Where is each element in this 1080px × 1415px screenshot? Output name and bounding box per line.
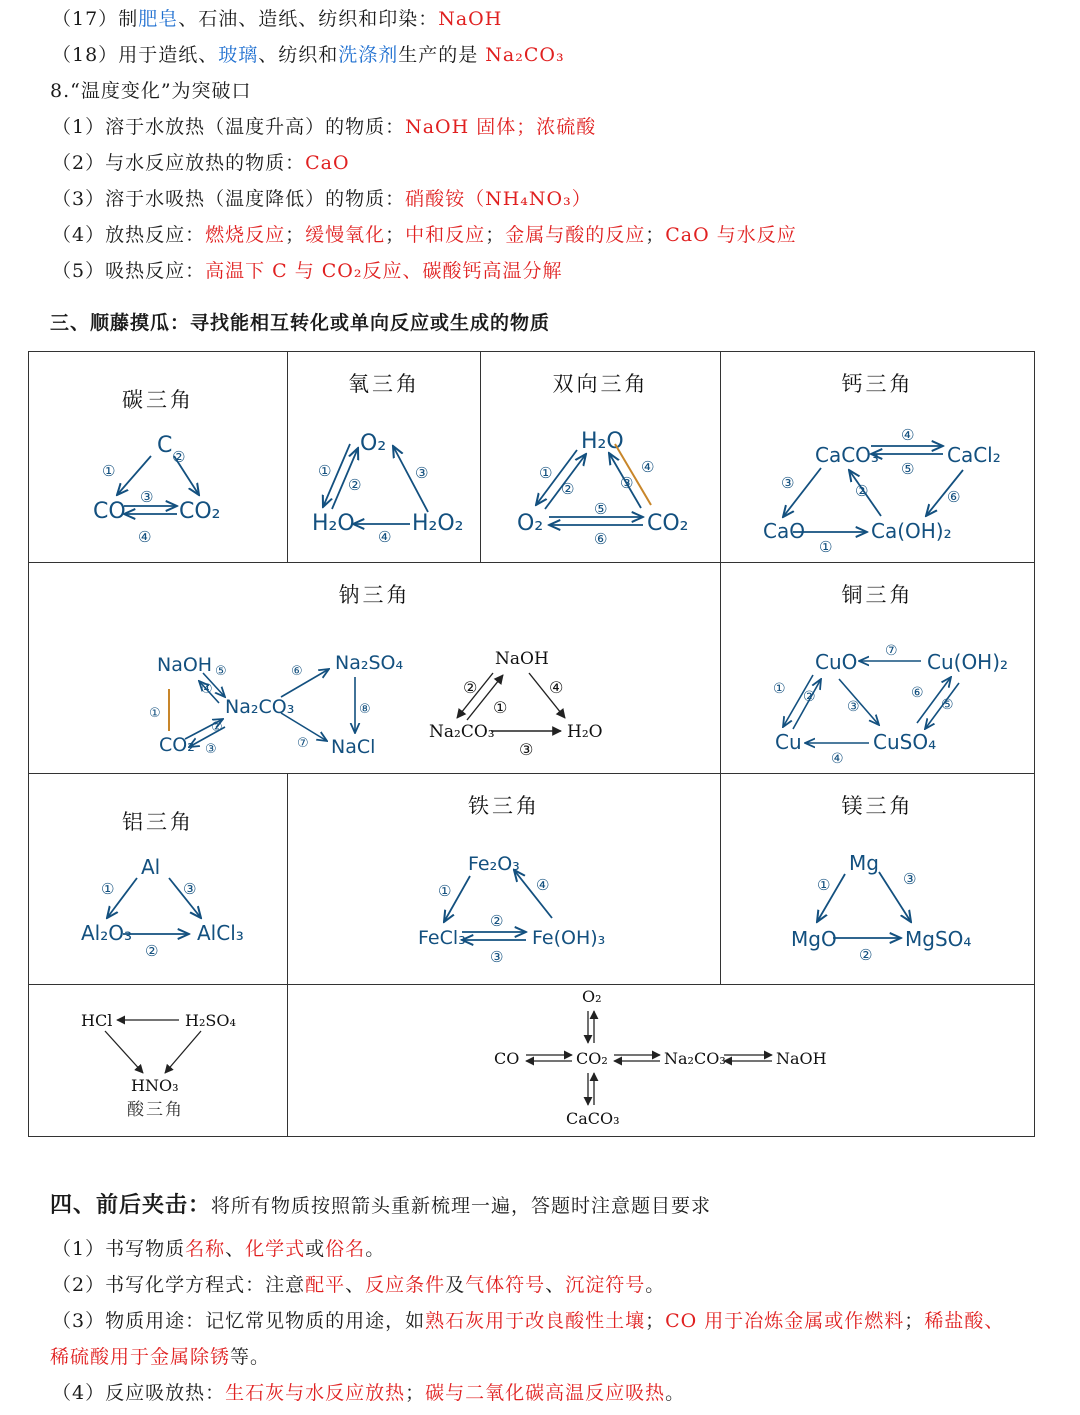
bidirectional-triangle-title: 双向三角 (552, 372, 649, 396)
text-segment: 用于造纸、 (118, 44, 219, 66)
aluminum-node-alcl3: AlCl₃ (197, 921, 244, 945)
section4-line-3-cont (50, 1343, 270, 1371)
item-number: （5） (52, 260, 106, 282)
text-segment: NaOH 固体；浓硫酸 (405, 116, 597, 138)
text-segment: ； (645, 224, 666, 246)
aluminum-step-2: ② (145, 942, 159, 960)
section4-line-3 (52, 1307, 1004, 1335)
text-segment: 化学式 (245, 1238, 306, 1260)
section8-line-1 (52, 113, 596, 141)
bidirectional-triangle-diagram (481, 352, 721, 563)
chain-node-naoh: NaOH (776, 1049, 827, 1068)
bidir-step-6: ⑥ (594, 530, 608, 548)
text-segment: 生石灰与水反应放热 (225, 1382, 406, 1404)
copper-step-1: ① (773, 681, 786, 697)
calcium-step-3: ③ (781, 474, 795, 492)
item-number: （3） (52, 188, 106, 210)
copper-step-5: ⑤ (941, 697, 954, 713)
text-segment: CO 用于冶炼金属或作燃料 (665, 1310, 905, 1332)
sodium-step-8: ⑧ (359, 702, 371, 717)
text-segment: 碳与二氧化碳高温反应吸热 (425, 1382, 666, 1404)
text-segment: 溶于水放热（温度升高）的物质： (105, 116, 406, 138)
magnesium-step-1: ① (817, 876, 831, 894)
aluminum-step-1: ① (101, 880, 115, 898)
calcium-node-caoh2: Ca(OH)₂ (871, 519, 952, 543)
acid-node-hno3: HNO₃ (131, 1076, 179, 1095)
carbon-step-1: ① (102, 462, 116, 480)
copper-node-cuso4: CuSO₄ (873, 730, 937, 754)
acid-triangle-cell (29, 985, 288, 1137)
chain-node-co2: CO₂ (576, 1049, 608, 1068)
text-segment: 等。 (230, 1346, 271, 1368)
text-segment: 吸热反应： (105, 260, 206, 282)
calcium-step-6: ⑥ (947, 488, 961, 506)
text-segment: 洗涤剂 (338, 44, 399, 66)
carbon-node-co: CO (93, 499, 126, 524)
sodium-node-na2so4: Na₂SO₄ (335, 652, 404, 674)
aluminum-triangle-title: 铝三角 (122, 810, 194, 834)
text-segment: 、纺织和 (258, 44, 339, 66)
copper-step-3: ③ (847, 699, 860, 715)
text-segment: 缓慢氧化 (305, 224, 386, 246)
oxygen-step-2: ② (348, 476, 362, 494)
sodium-triangle-diagram (29, 563, 721, 774)
text-segment: 及 (445, 1274, 466, 1296)
text-segment: 放热反应： (105, 224, 206, 246)
text-segment: ； (405, 1382, 426, 1404)
text-segment: 名称 (185, 1238, 226, 1260)
copper-step-6: ⑥ (911, 685, 924, 701)
item-number: （18） (52, 44, 119, 66)
magnesium-node-mg: Mg (849, 851, 879, 875)
text-segment: 溶于水吸热（温度降低）的物质： (105, 188, 406, 210)
calcium-step-2: ② (855, 482, 869, 500)
bidir-node-co2: CO₂ (647, 511, 689, 536)
bidir-node-h2o: H₂O (581, 429, 624, 454)
magnesium-node-mgo: MgO (791, 927, 837, 951)
acid-triangle-title: 酸三角 (127, 1100, 184, 1120)
oxygen-node-h2o: H₂O (312, 511, 355, 536)
text-segment: ； (904, 1310, 925, 1332)
magnesium-triangle-diagram (721, 774, 1035, 985)
copper-step-4: ④ (831, 751, 844, 767)
calcium-node-cacl2: CaCl₂ (947, 443, 1001, 467)
carbon-step-3: ③ (140, 488, 154, 506)
bidir-step-2: ② (561, 480, 575, 498)
list-line-18 (52, 41, 565, 69)
sodium-node-co2: CO₂ (159, 734, 195, 756)
calcium-triangle-diagram (721, 352, 1035, 563)
section4-title-lead: 四、前后夹击： (50, 1192, 212, 1218)
section4-line-2 (52, 1271, 665, 1299)
text-segment: ； (485, 224, 506, 246)
printed-node-h2o: H₂O (567, 722, 603, 742)
iron-node-fecl3: FeCl₃ (418, 927, 466, 949)
section8-title: 8.“温度变化”为突破口 (50, 80, 252, 102)
text-segment: 、 (225, 1238, 246, 1260)
magnesium-step-2: ② (859, 946, 873, 964)
list-line-17 (52, 5, 502, 33)
iron-triangle-diagram (288, 774, 721, 985)
calcium-triangle-cell (721, 352, 1035, 563)
carbon-node-co2: CO₂ (179, 499, 221, 524)
text-segment: ； (285, 224, 306, 246)
text-segment: 玻璃 (218, 44, 259, 66)
carbon-step-2: ② (172, 448, 186, 466)
text-segment: 、石油、造纸、纺织和印染： (178, 8, 439, 30)
oxygen-node-h2o2: H₂O₂ (412, 511, 464, 536)
section4-title (50, 1188, 711, 1219)
chain-node-o2: O₂ (582, 987, 602, 1006)
item-number: （17） (52, 8, 119, 30)
bidirectional-triangle-cell (481, 352, 721, 563)
item-number: （2） (52, 1274, 106, 1296)
oxygen-triangle-diagram (288, 352, 481, 563)
text-segment: 反应条件 (365, 1274, 446, 1296)
text-segment: 稀硫酸用于金属除锈 (50, 1346, 231, 1368)
printed-node-na2co3: Na₂CO₃ (429, 722, 495, 742)
text-segment: 熟石灰用于改良酸性土壤 (425, 1310, 646, 1332)
text-segment: 。 (365, 1238, 386, 1260)
co2-chain-diagram (288, 985, 1035, 1137)
item-number: （4） (52, 1382, 106, 1404)
calcium-node-cao: CaO (763, 519, 805, 543)
text-segment: 。 (645, 1274, 666, 1296)
oxygen-step-4: ④ (378, 528, 392, 546)
item-number: （4） (52, 224, 106, 246)
sodium-triangle-cell (29, 563, 721, 774)
text-segment: CaO (305, 152, 350, 174)
bidir-step-4: ④ (641, 458, 655, 476)
section3-title: 三、顺藤摸瓜：寻找能相互转化或单向反应或生成的物质 (50, 312, 551, 334)
oxygen-step-3: ③ (415, 464, 429, 482)
triangle-grid (28, 351, 1035, 1137)
printed-step-3: ③ (519, 740, 534, 759)
sodium-node-na2co3: Na₂CO₃ (225, 696, 295, 718)
text-segment: 物质用途：记忆常见物质的用途，如 (105, 1310, 426, 1332)
chain-node-na2co3: Na₂CO₃ (664, 1049, 726, 1068)
sodium-step-6: ⑥ (291, 664, 303, 679)
section8-line-3 (52, 185, 592, 213)
copper-node-cuo: CuO (815, 650, 858, 674)
copper-triangle-title: 铜三角 (841, 583, 914, 607)
calcium-triangle-title: 钙三角 (841, 372, 914, 396)
carbon-triangle-diagram (29, 352, 288, 563)
calcium-step-5: ⑤ (901, 460, 915, 478)
section8-line-2 (52, 149, 350, 177)
aluminum-step-3: ③ (183, 880, 197, 898)
section4-title-rest: 将所有物质按照箭头重新梳理一遍，答题时注意题目要求 (211, 1195, 712, 1217)
copper-triangle-cell (721, 563, 1035, 774)
oxygen-step-1: ① (318, 462, 332, 480)
acid-triangle-diagram (29, 985, 288, 1137)
text-segment: 生产的是 (398, 44, 486, 66)
sodium-node-nacl: NaCl (331, 736, 376, 758)
co2-chain-cell (288, 985, 1035, 1137)
section4-line-1 (52, 1235, 385, 1263)
text-segment: 沉淀符号 (565, 1274, 646, 1296)
iron-step-3: ③ (490, 948, 504, 966)
text-segment: 书写物质 (105, 1238, 186, 1260)
magnesium-step-3: ③ (903, 870, 917, 888)
carbon-step-4: ④ (138, 528, 152, 546)
text-segment: 硝酸铵（NH₄NO₃） (405, 188, 592, 210)
section8-line-4 (52, 221, 797, 249)
printed-node-naoh: NaOH (495, 649, 549, 669)
iron-node-feoh3: Fe(OH)₃ (532, 927, 606, 949)
text-segment: 制 (118, 8, 139, 30)
text-segment: 燃烧反应 (205, 224, 286, 246)
printed-step-1: ① (493, 698, 508, 717)
carbon-triangle-cell (29, 352, 288, 563)
sodium-step-3: ③ (205, 742, 217, 757)
text-segment: ； (645, 1310, 666, 1332)
text-segment: 书写化学方程式：注意 (105, 1274, 306, 1296)
copper-node-cuoh2: Cu(OH)₂ (927, 650, 1009, 674)
aluminum-node-al: Al (141, 855, 161, 879)
text-segment: 与水反应放热的物质： (105, 152, 306, 174)
copper-node-cu: Cu (775, 730, 802, 754)
text-segment: 、 (345, 1274, 366, 1296)
sodium-step-2: ② (211, 720, 223, 735)
text-segment: 反应吸放热： (105, 1382, 226, 1404)
section8-line-5 (52, 257, 563, 285)
magnesium-node-mgso4: MgSO₄ (905, 927, 972, 951)
iron-triangle-title: 铁三角 (468, 794, 540, 818)
item-number: （1） (52, 116, 106, 138)
aluminum-triangle-diagram (29, 774, 288, 985)
calcium-step-1: ① (819, 538, 833, 556)
text-segment: 气体符号 (465, 1274, 546, 1296)
text-segment: 俗名 (325, 1238, 366, 1260)
magnesium-triangle-title: 镁三角 (841, 794, 914, 818)
copper-triangle-diagram (721, 563, 1035, 774)
text-segment: 中和反应 (405, 224, 486, 246)
acid-node-hcl: HCl (81, 1011, 113, 1030)
printed-step-2: ② (463, 678, 478, 697)
text-segment: NaOH (438, 8, 503, 30)
text-segment: 金属与酸的反应 (505, 224, 646, 246)
text-segment: 配平 (305, 1274, 346, 1296)
sodium-step-4: ④ (201, 682, 213, 697)
sodium-step-7: ⑦ (297, 736, 309, 751)
bidir-node-o2: O₂ (517, 511, 544, 536)
aluminum-node-al2o3: Al₂O₃ (81, 921, 133, 945)
text-segment: 肥皂 (138, 8, 179, 30)
item-number: （1） (52, 1238, 106, 1260)
calcium-node-caco3: CaCO₃ (815, 443, 879, 467)
text-segment: 稀盐酸、 (924, 1310, 1005, 1332)
bidir-step-5: ⑤ (594, 500, 608, 518)
iron-node-fe2o3: Fe₂O₃ (468, 853, 520, 875)
text-segment: 、 (545, 1274, 566, 1296)
iron-triangle-cell (288, 774, 721, 985)
sodium-node-naoh: NaOH (157, 654, 213, 676)
text-segment: 或 (305, 1238, 326, 1260)
text-segment: CaO 与水反应 (665, 224, 797, 246)
sodium-step-1: ① (149, 706, 161, 721)
carbon-triangle-title: 碳三角 (122, 388, 194, 412)
magnesium-triangle-cell (721, 774, 1035, 985)
calcium-step-4: ④ (901, 426, 915, 444)
bidir-step-3: ③ (620, 474, 634, 492)
text-segment: Na₂CO₃ (485, 44, 565, 66)
chain-node-co: CO (494, 1049, 520, 1068)
iron-step-1: ① (438, 882, 452, 900)
item-number: （3） (52, 1310, 106, 1332)
copper-step-2: ② (803, 689, 816, 705)
text-segment: ； (385, 224, 406, 246)
item-number: （2） (52, 152, 106, 174)
iron-step-2: ② (490, 912, 504, 930)
copper-step-7: ⑦ (885, 643, 898, 659)
carbon-node-c: C (157, 433, 173, 458)
oxygen-node-o2: O₂ (360, 431, 387, 456)
iron-step-4: ④ (536, 876, 550, 894)
bidir-step-1: ① (539, 464, 553, 482)
chain-node-caco3: CaCO₃ (566, 1109, 620, 1128)
sodium-triangle-title: 钠三角 (338, 583, 411, 607)
sodium-step-5: ⑤ (215, 664, 227, 679)
oxygen-triangle-title: 氧三角 (348, 372, 420, 396)
aluminum-triangle-cell (29, 774, 288, 985)
text-segment: 。 (665, 1382, 686, 1404)
acid-node-h2so4: H₂SO₄ (185, 1011, 236, 1030)
text-segment: 高温下 C 与 CO₂反应、碳酸钙高温分解 (205, 260, 563, 282)
section4-line-4 (52, 1379, 685, 1407)
oxygen-triangle-cell (288, 352, 481, 563)
printed-step-4: ④ (549, 678, 564, 697)
